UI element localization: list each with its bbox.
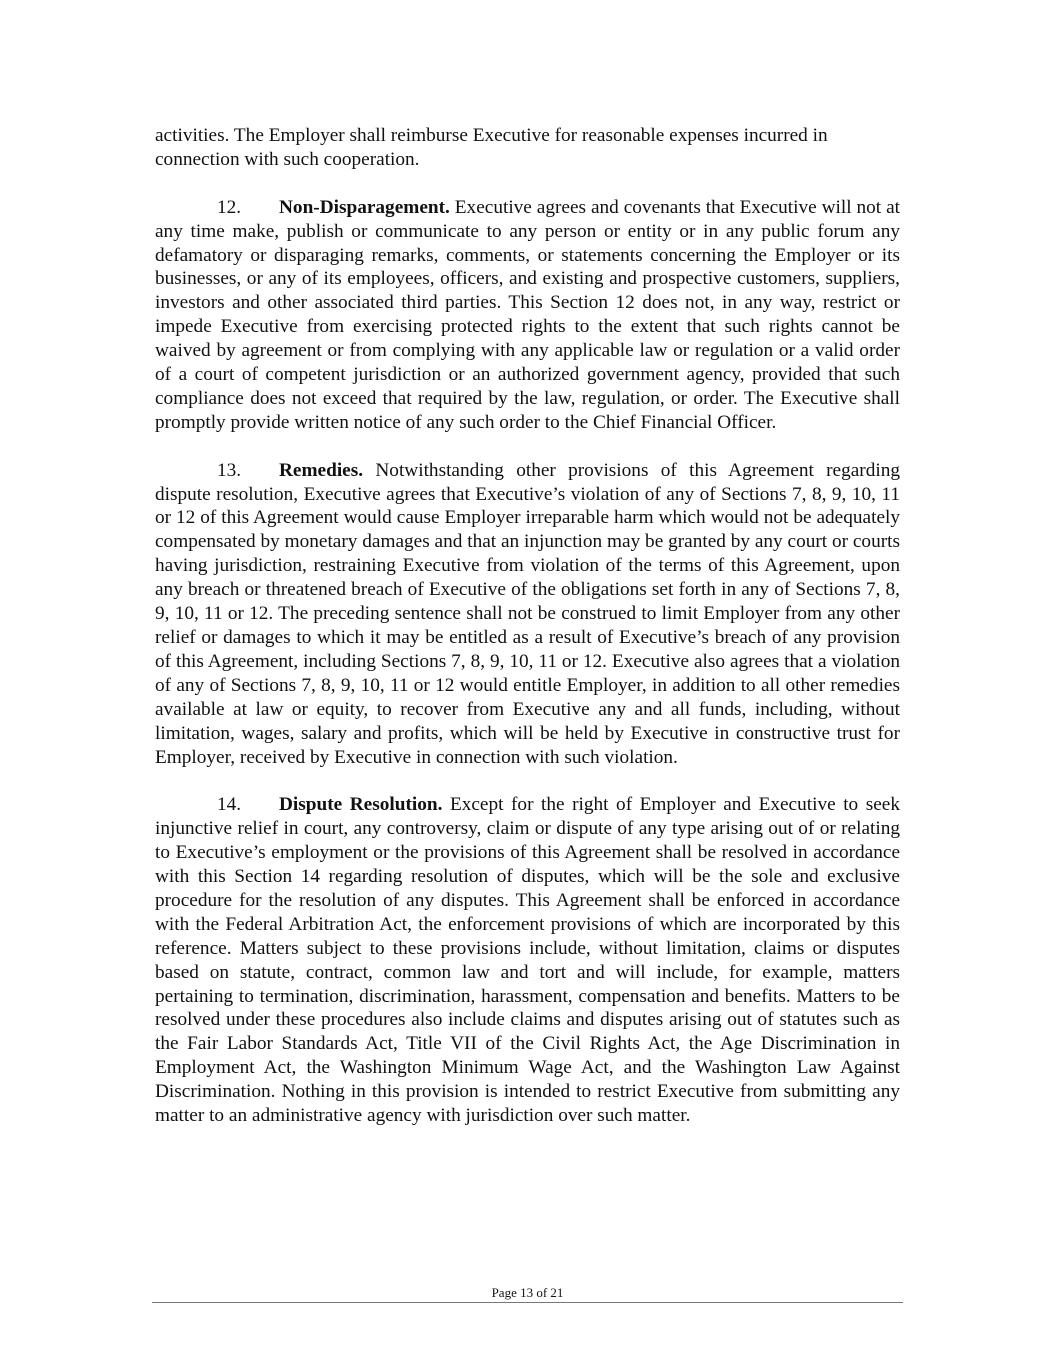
section-12-text: Executive agrees and covenants that Executive will not at any time make, publish or communicate to any person or entity or in any public forum any defamatory or disparaging remarks, comments, or statements concerning the Employer or its businesses, or any of its employees, officers, and existing and prospective customers, suppliers, investors and other associated third parties. This Section 12 does not, in any way, restrict or impede Executive from exercising protected rights to the extent that such rights cannot be waived by agreement or from complying with any applicable law or regulation or a valid order of a court of competent jurisdiction or an authorized government agency, provided that such compliance does not exceed that required by the law, regulation, or order. The Executive shall promptly provide written notice of any such order to the Chief Financial Officer. xyxy=(155,196,901,433)
document-body xyxy=(155,124,900,1152)
section-13-paragraph xyxy=(155,459,900,770)
page-number: Page 13 of 21 xyxy=(491,1285,564,1300)
section-14-text: Except for the right of Employer and Executive to seek injunctive relief in court, any controversy, claim or dispute of any type arising out of or relating to Executive’s employment or the provisions of this Agreement shall be resolved in accordance with this Section 14 regarding resolution of disputes, which will be the sole and exclusive procedure for the resolution of any disputes. This Agreement shall be enforced in accordance with the Federal Arbitration Act, the enforcement provisions of which are incorporated by this reference. Matters subject to these provisions include, without limitation, claims or disputes based on statute, contract, common law and tort and will include, for example, matters pertaining to termination, discrimination, harassment, compensation and benefits. Matters to be resolved under these procedures also include claims and disputes arising out of statutes such as the Fair Labor Standards Act, Title VII of the Civil Rights Act, the Age Discrimination in Employment Act, the Washington Minimum Wage Act, and the Washington Law Against Discrimination. Nothing in this provision is intended to restrict Executive from submitting any matter to an administrative agency with jurisdiction over such matter. xyxy=(155,794,900,1127)
section-14-paragraph xyxy=(155,793,900,1128)
section-12-number: 12. xyxy=(217,196,242,218)
section-12-paragraph xyxy=(155,196,900,435)
page-footer xyxy=(152,1285,903,1303)
section-14-number: 14. xyxy=(217,794,242,816)
section-13-number: 13. xyxy=(217,459,242,481)
section-13-text: Notwithstanding other provisions of this Agreement regarding dispute resolution, Executive agrees that Executive’s violation of any of Sections 7, 8, 9, 10, 11 or 12 of this Agreement would cause Employer irreparable harm which would not be adequately compensated by monetary damages and that an injunction may be granted by any court or courts having jurisdiction, restraining Executive from violation of the terms of this Agreement, upon any breach or threatened breach of Executive of the obligations set forth in any of Sections 7, 8, 9, 10, 11 or 12. The preceding sentence shall not be construed to limit Employer from any other relief or damages to which it may be entitled as a result of Executive’s breach of any provision of this Agreement, including Sections 7, 8, 9, 10, 11 or 12. Executive also agrees that a violation of any of Sections 7, 8, 9, 10, 11 or 12 would entitle Employer, in addition to all other remedies available at law or equity, to recover from Executive any and all funds, including, without limitation, wages, salary and profits, which will be held by Executive in constructive trust for Employer, received by Executive in connection with such violation. xyxy=(155,459,900,768)
section-12-heading: Non-Disparagement. xyxy=(279,196,450,218)
section-14-heading: Dispute Resolution. xyxy=(279,794,443,816)
continuation-paragraph: activities. The Employer shall reimburse Executive for reasonable expenses incurred in connection with such cooperation. xyxy=(155,125,828,170)
section-13-heading: Remedies. xyxy=(279,459,364,481)
